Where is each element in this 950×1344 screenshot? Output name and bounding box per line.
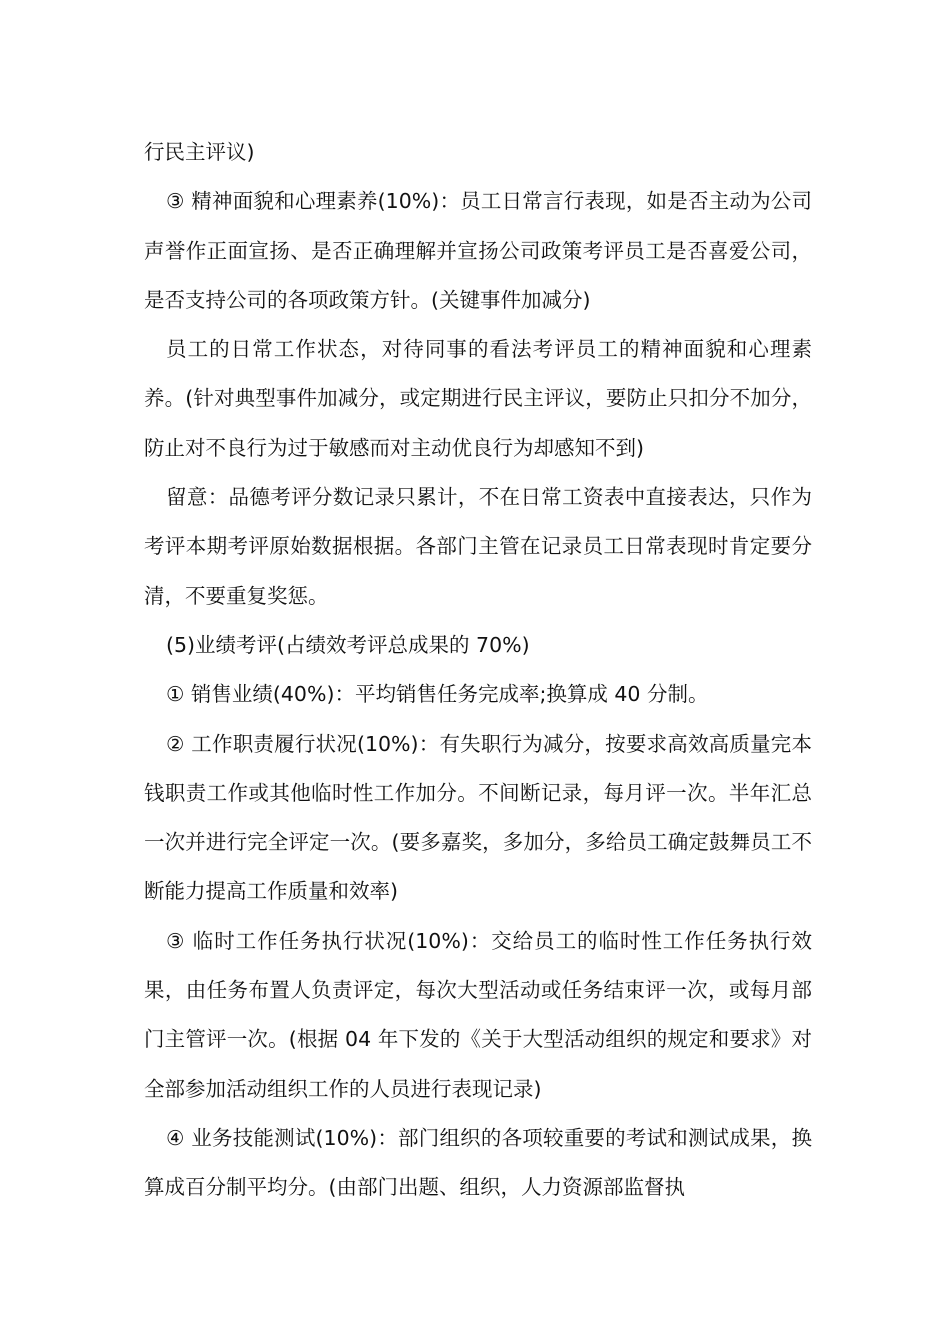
document-body — [144, 128, 812, 1213]
paragraph-continuation: 行民主评议) — [144, 140, 255, 164]
paragraph-spirit-and-psychology: ③ 精神面貌和心理素养(10%)：员工日常言行表现，如是否主动为公司声誉作正面宣扬、是否正确理解并宣扬公司政策考评员工是否喜爱公司，是否支持公司的各项政策方针。(关键事件加减分) — [144, 189, 812, 312]
paragraph-note: 留意：品德考评分数记录只累计，不在日常工资表中直接表达，只作为考评本期考评原始数据根据。各部门主管在记录员工日常表现时肯定要分清，不要重复奖惩。 — [144, 485, 812, 608]
paragraph-temporary-tasks: ③ 临时工作任务执行状况(10%)：交给员工的临时性工作任务执行效果，由任务布置人负责评定，每次大型活动或任务结束评一次，或每月部门主管评一次。(根据 04 年下发的《关于大型活动组织的规定和要求》对全部参加活动组织工作的人员进行表现记录) — [144, 928, 812, 1101]
paragraph-sales-performance: ① 销售业绩(40%)：平均销售任务完成率;换算成 40 分制。 — [166, 682, 709, 707]
paragraph-duty-fulfillment: ② 工作职责履行状况(10%)：有失职行为减分，按要求高效高质量完本钱职责工作或其他临时性工作加分。不间断记录，每月评一次。半年汇总一次并进行完全评定一次。(要多嘉奖，多加分，多给员工确定鼓舞员工不断能力提高工作质量和效率) — [144, 731, 812, 904]
paragraph-performance-heading: (5)业绩考评(占绩效考评总成果的 70%) — [166, 632, 530, 657]
paragraph-daily-work-state: 员工的日常工作状态，对待同事的看法考评员工的精神面貌和心理素养。(针对典型事件加减分，或定期进行民主评议，要防止只扣分不加分，防止对不良行为过于敏感而对主动优良行为却感知不到) — [144, 337, 812, 460]
paragraph-skill-test: ④ 业务技能测试(10%)：部门组织的各项较重要的考试和测试成果，换算成百分制平均分。(由部门出题、组织，人力资源部监督执 — [144, 1125, 812, 1200]
